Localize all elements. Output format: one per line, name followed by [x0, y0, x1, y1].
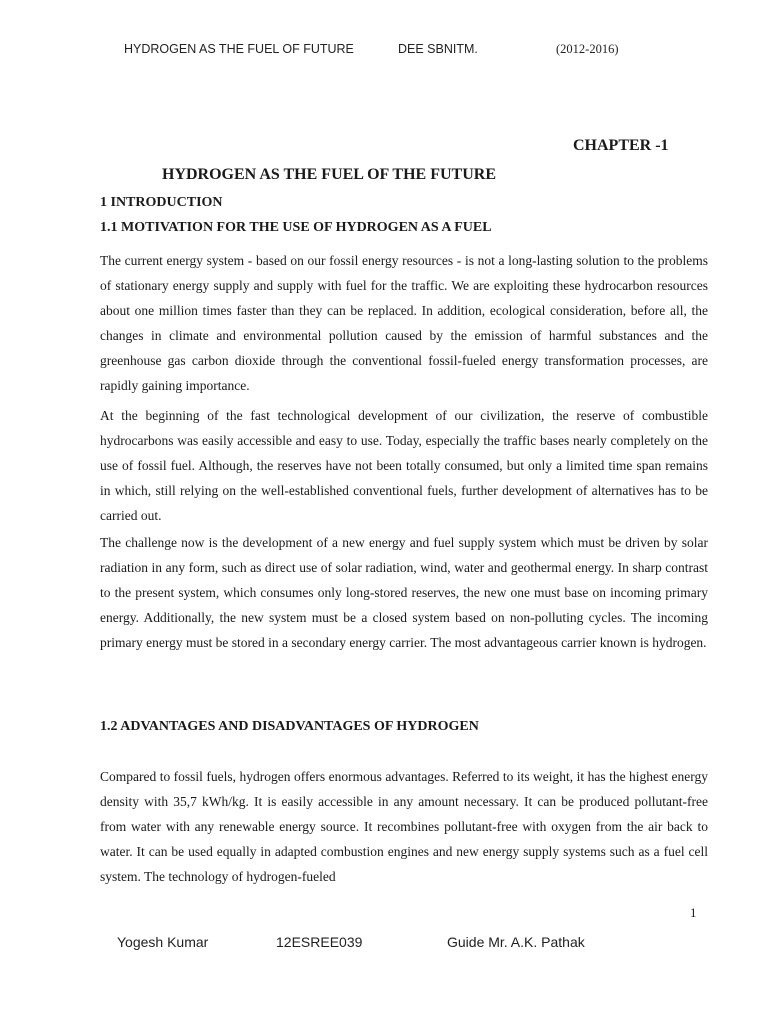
- paragraph-1: The current energy system - based on our fossil energy resources - is not a long-lasting solution to the problems of stationary energy supply and supply with fuel for the traffic. We are exploiting these hydrocarbon resources about one million times faster than they can be replaced. In addition, ecological consideration, before all, the changes in climate and environmental pollution caused by the emission of harmful substances and the greenhouse gas carbon dioxide through the conventional fossil-fueled energy transformation processes, are rapidly gaining importance.: [100, 253, 708, 393]
- section-heading-introduction: 1 INTRODUCTION: [100, 195, 223, 210]
- paragraph-3: The challenge now is the development of a new energy and fuel supply system which must be driven by solar radiation in any form, such as direct use of solar radiation, wind, water and geothermal energy. In sharp contrast to the present system, which consumes only long-stored reserves, the new one must base on incoming primary energy. Additionally, the new system must be a closed system based on non-polluting cycles. The incoming primary energy must be stored in a secondary energy carrier. The most advantageous carrier known is hydrogen.: [100, 535, 708, 650]
- page-number: 1: [690, 905, 697, 920]
- header-years: (2012-2016): [556, 42, 619, 56]
- header-title: HYDROGEN AS THE FUEL OF FUTURE: [124, 42, 354, 56]
- page-title: HYDROGEN AS THE FUEL OF THE FUTURE: [162, 166, 496, 183]
- header-institution: DEE SBNITM.: [398, 42, 478, 56]
- section-heading-motivation: 1.1 MOTIVATION FOR THE USE OF HYDROGEN AS A FUEL: [100, 220, 492, 235]
- footer-author: Yogesh Kumar: [117, 934, 209, 950]
- section-heading-advantages: 1.2 ADVANTAGES AND DISADVANTAGES OF HYDROGEN: [100, 719, 479, 734]
- footer-guide: Guide Mr. A.K. Pathak: [447, 934, 585, 950]
- paragraph-2: At the beginning of the fast technological development of our civilization, the reserve of combustible hydrocarbons was easily accessible and easy to use. Today, especially the traffic bases nearly completely on the use of fossil fuel. Although, the reserves have not been totally consumed, but only a limited time span remains in which, still relying on the well-established conventional fuels, further development of alternatives has to be carried out.: [100, 408, 708, 523]
- footer-roll-number: 12ESREE039: [276, 934, 363, 950]
- paragraph-4: Compared to fossil fuels, hydrogen offers enormous advantages. Referred to its weight, it has the highest energy density with 35,7 kWh/kg. It is easily accessible in any amount necessary. It can be produced pollutant-free from water with any renewable energy source. It recombines pollutant-free with oxygen from the air back to water. It can be used equally in adapted combustion engines and new energy supply systems such as a fuel cell system. The technology of hydrogen-fueled: [100, 769, 708, 884]
- chapter-label: CHAPTER -1: [573, 137, 669, 154]
